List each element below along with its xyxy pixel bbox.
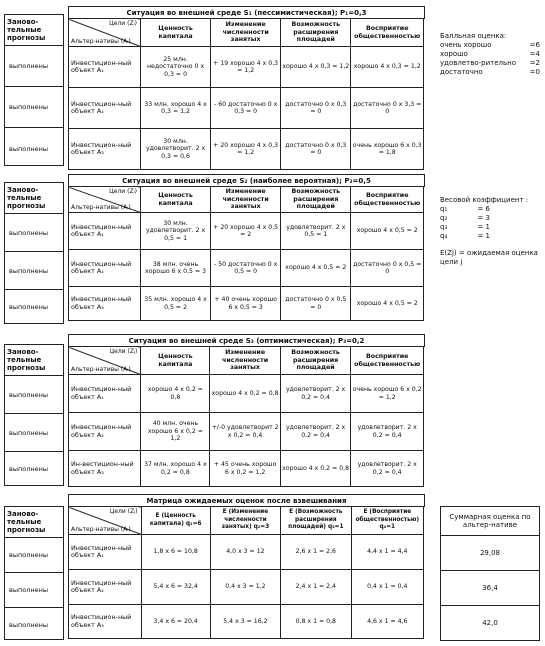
score-cell: хорошо 4 x 0,2 = 0,8 (280, 451, 351, 487)
alternative-label: Инвестицион-ный объект A₁ (69, 375, 141, 413)
note-title: Весовой коэффициент : (440, 196, 529, 204)
alternative-label: Инвестицион-ный объект A₃ (69, 605, 142, 639)
matrix-table (68, 506, 424, 639)
score-cell: хорошо 4 x 0,5 = 2 (351, 213, 424, 250)
score-cell: достаточно 0 x 0,3 = 0 (281, 129, 351, 170)
note-value: = 6 (477, 205, 490, 213)
diagonal-header (69, 347, 141, 375)
score-cell: 30 млн. удовлетворит. 2 x 0,5 = 1 (140, 213, 210, 250)
score-cell: удовлетворит. 2 x 0,2 = 0,4 (280, 413, 351, 451)
weighted-cell: 2,4 x 1 = 2,4 (280, 570, 351, 605)
side-row: выполнены (9, 465, 48, 473)
alternative-label: Инвестицион-ный объект A₃ (69, 287, 141, 321)
score-cell: очень хорошо 6 x 0,3 = 1,8 (351, 129, 424, 170)
score-cell: 25 млн. недостаточно 0 x 0,3 = 0 (140, 47, 210, 88)
alternatives-label: Альтер-нативы (Aᵢ) (71, 366, 131, 373)
section-1 (0, 4, 545, 172)
column-header: E (Ценность капитала) q₁=6 (141, 507, 210, 535)
goals-label: Цели (Zⱼ) (109, 188, 137, 195)
score-cell: хорошо 4 x 0,5 = 2 (351, 287, 424, 321)
column-header: Возможность расширения площадей (281, 19, 351, 47)
alternatives-label: Альтер-нативы (Aᵢ) (71, 38, 131, 45)
score-cell: - 50 достаточно 0 x 0,5 = 0 (211, 250, 281, 287)
score-cell: + 19 хорошо 4 x 0,3 = 1,2 (211, 47, 281, 88)
score-cell: 35 млн. хорошо 4 x 0,5 = 2 (140, 287, 210, 321)
alternative-label: Инвестицион-ный объект A₃ (69, 129, 141, 170)
column-header: E (Возможность расширения площадей) q₃=1 (280, 507, 351, 535)
score-cell: 40 млн. очень хорошо 6 x 0,2 = 1,2 (141, 413, 210, 451)
alternative-label: Инвестицион-ный объект A₁ (69, 535, 142, 570)
column-header: Восприятие общественностью (351, 187, 424, 213)
column-header: Возможность расширения площадей (281, 187, 351, 213)
note-key: очень хорошо (440, 41, 492, 49)
side-row: выполнены (5, 46, 63, 87)
alternative-label: Инвестицион-ный объект A₂ (69, 413, 141, 451)
goals-label: Цели (Zⱼ) (109, 508, 138, 515)
column-header: Изменение численности занятых (210, 347, 280, 375)
section-3 (0, 330, 545, 490)
note-key: q₁ (440, 205, 448, 213)
score-cell: + 40 очень хорошо 6 x 0,5 = 3 (211, 287, 281, 321)
alternative-label: Инвестицион-ный объект A₂ (69, 250, 141, 287)
matrix-table (68, 186, 424, 321)
score-cell: достаточно 0 x 3,3 = 0 (351, 88, 424, 129)
note-key: удовлетво-рительно (440, 59, 517, 67)
alternatives-label: Альтер-нативы (Aᵢ) (71, 526, 131, 533)
weighted-cell: 5,4 x 3 = 16,2 (210, 605, 280, 639)
side-header: Заново-тельные прогнозы (5, 183, 63, 214)
side-prognosis-column (4, 182, 64, 324)
weighted-cell: 3,4 x 6 = 20,4 (141, 605, 210, 639)
side-header: Заново-тельные прогнозы (5, 507, 63, 538)
score-cell: удовлетворит. 2 x 0,2 = 0,4 (351, 451, 424, 487)
alternatives-label: Альтер-нативы (Aᵢ) (71, 204, 131, 211)
weighted-cell: 5,4 x 6 = 32,4 (141, 570, 210, 605)
column-header: Изменение численности занятых (211, 187, 281, 213)
column-header: Ценность капитала (140, 187, 210, 213)
goals-label: Цели (Zⱼ) (109, 20, 137, 27)
score-cell: очень хорошо 6 x 0,2 = 1,2 (351, 375, 424, 413)
side-row: выполнены (5, 414, 63, 452)
weighted-cell: 4,0 x 3 = 12 (210, 535, 280, 570)
column-header: Восприятие общественностью (351, 347, 424, 375)
note-value: = 1 (477, 232, 490, 240)
note-key: хорошо (440, 50, 468, 58)
side-prognosis-column (4, 506, 64, 640)
weighted-cell: 0,8 x 1 = 0,8 (280, 605, 351, 639)
summary-value: 36,4 (441, 570, 539, 605)
section-4 (0, 492, 545, 644)
summary-column (440, 506, 540, 641)
summary-title: Суммарная оценка по альтер-нативе (449, 513, 531, 529)
score-cell: удовлетворит. 2 x 0,2 = 0,4 (280, 375, 351, 413)
note-value: =2 (529, 59, 540, 67)
weighted-cell: 0,4 x 3 = 1,2 (210, 570, 280, 605)
section-title: Ситуация во внешней среде S₁ (пессимистическая); P₁=0,3 (68, 6, 425, 19)
summary-value: 42,0 (441, 605, 539, 640)
score-cell: + 45 очень хорошо 6 x 0,2 = 1,2 (210, 451, 280, 487)
score-cell: 30 млн. удовлетворит. 2 x 0,3 = 0,6 (140, 129, 210, 170)
side-row: выполнены (5, 252, 63, 290)
side-row: выполнены (5, 376, 63, 414)
score-cell: достаточно 0 x 0,5 = 0 (351, 250, 424, 287)
note-key: q₄ (440, 232, 448, 240)
side-row: выполнены (9, 621, 48, 629)
side-header: Заново-тельные прогнозы (5, 345, 63, 376)
alternative-label: Инвестицион-ный объект A₂ (69, 88, 141, 129)
weighted-cell: 1,8 x 6 = 10,8 (141, 535, 210, 570)
column-header: Восприятие общественностью (351, 19, 424, 47)
score-cell: +/-0 удовлетворит 2 x 0,2 = 0,4 (210, 413, 280, 451)
weighted-cell: 2,6 x 1 = 2,6 (280, 535, 351, 570)
side-header: Заново-тельные прогнозы (5, 15, 63, 46)
column-header: Ценность капитала (140, 19, 210, 47)
alternative-label: Инвестицион-ный объект A₁ (69, 47, 141, 88)
score-cell: 33 млн. хорошо 4 x 0,3 = 1,2 (140, 88, 210, 129)
side-row: выполнены (5, 214, 63, 252)
score-cell: хорошо 4 x 0,5 = 2 (281, 250, 351, 287)
column-header: Ценность капитала (141, 347, 210, 375)
column-header: Возможность расширения площадей (280, 347, 351, 375)
section-2 (0, 170, 545, 328)
scoring-note (440, 32, 540, 77)
score-cell: хорошо 4 x 0,3 = 1,2 (281, 47, 351, 88)
score-cell: удовлетворит. 2 x 0,5 = 1 (281, 213, 351, 250)
section-title: Матрица ожидаемых оценок после взвешивания (68, 494, 425, 507)
note-value: =6 (529, 41, 540, 49)
weighted-cell: 4,6 x 1 = 4,6 (351, 605, 423, 639)
note-value: = 1 (477, 223, 490, 231)
weight-note (440, 196, 540, 267)
note-key: q₂ (440, 214, 448, 222)
column-header: Изменение численности занятых (211, 19, 281, 47)
note-key: q₃ (440, 223, 448, 231)
weighted-cell: 0,4 x 1 = 0,4 (351, 570, 423, 605)
diagonal-header (69, 507, 142, 535)
note-value: = 3 (477, 214, 490, 222)
diagonal-header (69, 187, 141, 213)
note-title: Балльная оценка: (440, 32, 507, 40)
section-title: Ситуация во внешней среде S₂ (наиболее вероятная); P₂=0,5 (68, 174, 425, 187)
score-cell: - 60 достаточно 0 x 0,3 = 0 (211, 88, 281, 129)
note-key: достаточно (440, 68, 483, 76)
expectation-note: E(Zj) = ожидаемая оценка цели j (440, 249, 538, 266)
score-cell: + 20 хорошо 4 x 0,3 = 1,2 (211, 129, 281, 170)
summary-value: 29,08 (441, 535, 539, 570)
score-cell: + 20 хорошо 4 x 0,5 = 2 (211, 213, 281, 250)
note-value: =0 (529, 68, 540, 76)
section-title: Ситуация во внешней среде S₃ (оптимистическая); P₃=0,2 (68, 334, 425, 347)
side-row: выполнены (9, 144, 48, 153)
score-cell: удовлетворит. 2 x 0,2 = 0,4 (351, 413, 424, 451)
goals-label: Цели (Zⱼ) (109, 348, 138, 355)
side-prognosis-column (4, 344, 64, 486)
side-row: выполнены (5, 87, 63, 128)
alternative-label: Ин-вестицион-ный объект A₃ (69, 451, 141, 487)
score-cell: 38 млн. очень хорошо 6 x 0,5 = 3 (140, 250, 210, 287)
side-row: выполнены (5, 538, 63, 573)
note-value: =4 (529, 50, 540, 58)
score-cell: хорошо 4 x 0,2 = 0,8 (141, 375, 210, 413)
score-cell: достаточно 0 x 0,5 = 0 (281, 287, 351, 321)
side-row: выполнены (5, 573, 63, 608)
side-row: выполнены (9, 303, 48, 311)
score-cell: хорошо 4 x 0,3 = 1,2 (351, 47, 424, 88)
score-cell: хорошо 4 x 0,2 = 0,8 (210, 375, 280, 413)
alternative-label: Инвестицион-ный объект A₁ (69, 213, 141, 250)
score-cell: достаточно 0 x 0,3 = 0 (281, 88, 351, 129)
score-cell: 37 млн. хорошо 4 x 0,2 = 0,8 (141, 451, 210, 487)
column-header: E (Изменение численности занятых) q₂=3 (210, 507, 280, 535)
matrix-table (68, 18, 424, 170)
diagonal-header (69, 19, 141, 47)
side-prognosis-column (4, 14, 64, 166)
alternative-label: Инвестицион-ный объект A₂ (69, 570, 142, 605)
column-header: E (Восприятие общественностью) q₄=1 (351, 507, 423, 535)
matrix-table (68, 346, 424, 487)
weighted-cell: 4,4 x 1 = 4,4 (351, 535, 423, 570)
